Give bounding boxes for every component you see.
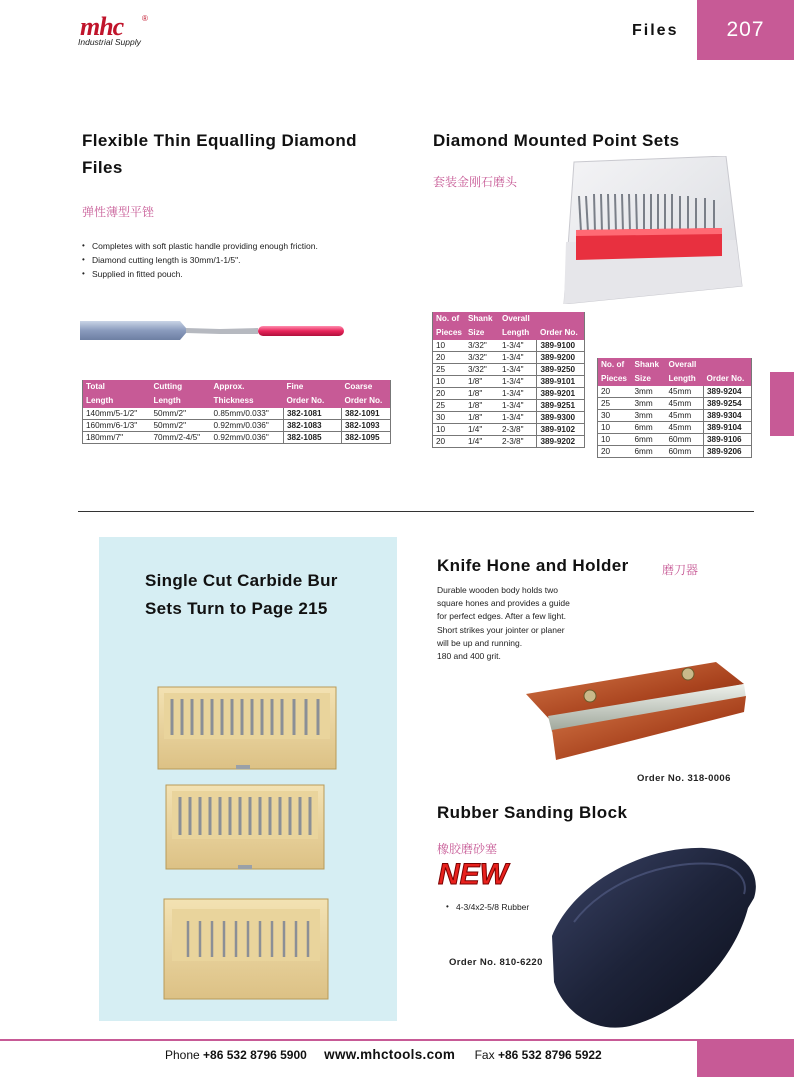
- table-row: 10 6mm 60mm 389-9106: [598, 434, 752, 446]
- table-row: 10 3/32" 1-3/4" 389-9100: [433, 340, 585, 352]
- diamond-files-table: [82, 380, 391, 444]
- sanding-block-cn-title: 橡胶磨砂塞: [437, 842, 498, 856]
- knife-hone-description: Durable wooden body holds two square hones and provides a guide for perfect edges. After a few light. Short strikes your jointer or planer will be up and running. 180 and 400 grit.: [437, 585, 570, 662]
- website-link[interactable]: www.mhctools.com: [324, 1047, 456, 1062]
- mounted-points-cn-title: 套装金刚石磨头: [433, 175, 518, 189]
- knife-hone-title: Knife Hone and Holder: [437, 556, 629, 575]
- footer-tab: [697, 1039, 794, 1077]
- table-row: 20 1/4" 2-3/8" 389-9202: [433, 436, 585, 448]
- logo-mark: mhc: [80, 12, 124, 41]
- logo-subtitle: Industrial Supply: [78, 37, 141, 47]
- fax-number: +86 532 8796 5922: [497, 1048, 602, 1062]
- mounted-points-table-b: No. of Shank Overall Pieces Size Length Order No. 20 3mm 45mm 389-9204 25 3mm 45mm 389-9254 30 3mm 45mm 389-9304 10 6mm 45mm 389-9104 10 6mm 60mm 389-9106 20 6mm 60mm 389-9206: [597, 358, 752, 458]
- table-row: 30 1/8" 1-3/4" 389-9300: [433, 412, 585, 424]
- table-row: 20 3mm 45mm 389-9204: [598, 386, 752, 398]
- diamond-file-image: [80, 316, 350, 346]
- phone-number: +86 532 8796 5900: [203, 1048, 307, 1062]
- table-row: 160mm/6-1/3" 50mm/2" 0.92mm/0.036" 382-1083 382-1093: [83, 420, 391, 432]
- table-row: 20 3/32" 1-3/4" 389-9200: [433, 352, 585, 364]
- section-divider: [78, 511, 754, 512]
- table-header-row: Length Length Thickness Order No. Order No.: [83, 394, 391, 408]
- table-row: 10 6mm 45mm 389-9104: [598, 422, 752, 434]
- table-row: 25 3/32" 1-3/4" 389-9250: [433, 364, 585, 376]
- section-title: Files: [632, 22, 679, 39]
- carbide-bur-promo-panel: [99, 537, 397, 1021]
- logo-registered: ®: [142, 14, 148, 23]
- mounted-point-set-image: [556, 156, 746, 304]
- table-row: 20 6mm 60mm 389-9206: [598, 446, 752, 458]
- carbide-bur-sets-image: [154, 685, 344, 1005]
- table-row: 25 3mm 45mm 389-9254: [598, 398, 752, 410]
- table-row: 10 1/8" 1-3/4" 389-9101: [433, 376, 585, 388]
- table-row: 30 3mm 45mm 389-9304: [598, 410, 752, 422]
- side-thumb-tab: [770, 372, 794, 436]
- knife-hone-order-number: Order No. 318-0006: [637, 773, 731, 784]
- knife-hone-cn-title: 磨刀器: [662, 563, 699, 577]
- table-row: 25 1/8" 1-3/4" 389-9251: [433, 400, 585, 412]
- footer-rule: [0, 1039, 794, 1041]
- sanding-block-bullets: [446, 900, 529, 914]
- page-number: 207: [697, 0, 794, 60]
- new-badge: NEW: [438, 858, 508, 891]
- mounted-points-table-a: No. of Shank Overall Pieces Size Length Order No. 10 3/32" 1-3/4" 389-9100 20 3/32" 1-3/4" 389-9200 25 3/32" 1-3/4" 389-9250 10 1/8" 1-3/4" 389-9101 20 1/8" 1-3/4" 389-9201 25 1/8" 1-3/4" 389-9251 30 1/8" 1-3/4" 389-9300 10 1/4" 2-3/8" 389-9102 20 1/4" 2-3/8" 389-9202: [432, 312, 585, 448]
- mounted-points-title: Diamond Mounted Point Sets: [433, 131, 680, 150]
- table-header-row: Total Cutting Approx. Fine Coarse: [83, 380, 391, 394]
- table-row: 10 1/4" 2-3/8" 389-9102: [433, 424, 585, 436]
- diamond-files-cn-title: 弹性薄型平锉: [82, 205, 155, 219]
- promo-text: Single Cut Carbide Bur Sets Turn to Page 215: [145, 571, 338, 618]
- list-item: • Completes with soft plastic handle providing enough friction.: [82, 239, 318, 253]
- list-item: • Diamond cutting length is 30mm/1-1/5".: [82, 253, 318, 267]
- company-logo: [78, 12, 168, 48]
- knife-hone-image: [520, 650, 750, 768]
- list-item: • Supplied in fitted pouch.: [82, 267, 318, 281]
- diamond-files-title: Flexible Thin Equalling Diamond Files: [82, 131, 357, 177]
- sanding-block-order-number: Order No. 810-6220: [449, 957, 543, 968]
- footer-contact: Phone +86 532 8796 5900 www.mhctools.com Fax +86 532 8796 5922: [165, 1047, 602, 1062]
- sanding-block-title: Rubber Sanding Block: [437, 803, 628, 822]
- table-row: 180mm/7" 70mm/2-4/5" 0.92mm/0.036" 382-1085 382-1095: [83, 432, 391, 444]
- sanding-block-image: [534, 842, 766, 1034]
- list-item: • 4-3/4x2-5/8 Rubber: [446, 900, 529, 914]
- table-row: 20 1/8" 1-3/4" 389-9201: [433, 388, 585, 400]
- table-row: 140mm/5-1/2" 50mm/2" 0.85mm/0.033" 382-1081 382-1091: [83, 408, 391, 420]
- diamond-files-bullets: [82, 239, 318, 281]
